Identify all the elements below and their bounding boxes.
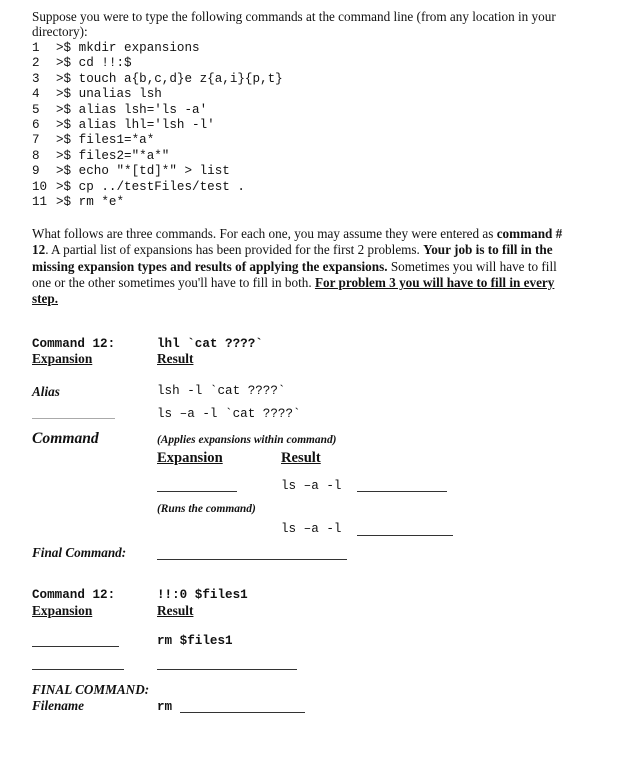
p2-command-text: !!:0 $files1: [157, 588, 248, 602]
p2-result-blank[interactable]: [157, 669, 297, 670]
command-line-text: >$ echo "*[td]*" > list: [56, 164, 230, 179]
p1-result-blank-2[interactable]: [357, 535, 453, 536]
p1-result-header: Result: [157, 351, 194, 366]
command-line: [32, 87, 283, 102]
command-line: [32, 56, 283, 71]
command-line: [32, 195, 283, 210]
command-line-text: >$ unalias lsh: [56, 87, 162, 102]
p1-runs-note: (Runs the command): [157, 503, 256, 515]
instructions-job: Your job is to fill in the missing expansion types and results of applying the expansions.: [32, 242, 553, 274]
p1-command-label: Command 12:: [32, 337, 116, 351]
p2-expansion-blank-2[interactable]: [32, 669, 124, 670]
p1-result-line-1: ls –a -l: [281, 479, 342, 493]
command-line-number: 4: [32, 87, 40, 102]
p1-inner-result-header: Result: [281, 450, 321, 466]
command-line: [32, 103, 283, 118]
p1-result-line-2: ls –a -l: [281, 522, 342, 536]
command-line-number: 2: [32, 56, 40, 71]
p1-applies-note: (Applies expansions within command): [157, 434, 337, 446]
command-line-number: 8: [32, 148, 40, 163]
command-line-number: 11: [32, 195, 48, 210]
p1-inner-expansion-blank[interactable]: [157, 491, 237, 492]
p2-filename-label: Filename: [32, 698, 85, 713]
command-line-number: 10: [32, 179, 48, 194]
p2-command-label: Command 12:: [32, 588, 116, 602]
command-line-text: >$ files2="*a*": [56, 148, 170, 163]
command-line: [32, 133, 283, 148]
intro-text: Suppose you were to type the following commands at the command line (from any location in your directory):: [32, 9, 556, 39]
command-line-text: >$ files1=*a*: [56, 133, 155, 148]
p2-expansion-blank-1[interactable]: [32, 646, 119, 647]
command-line: [32, 180, 283, 195]
p1-alias-label: Alias: [32, 384, 60, 399]
p1-expansion-blank-1[interactable]: [32, 418, 115, 419]
p1-alias-result-1: lsh -l `cat ????`: [157, 384, 286, 398]
instructions-part-1: What follows are three commands. For each one, you may assume they were entered as: [32, 226, 497, 241]
instructions-paragraph: [32, 226, 572, 307]
command-line-number: 9: [32, 164, 40, 179]
command-line-number: 5: [32, 102, 40, 117]
p1-final-command-blank[interactable]: [157, 559, 347, 560]
command-line: [32, 149, 283, 164]
command-line-text: >$ alias lsh='ls -a': [56, 102, 208, 117]
command-line-number: 1: [32, 41, 40, 55]
instructions-part-3: . A partial list of expansions has been provided for the first 2 problems.: [45, 242, 424, 258]
instructions-problem3: For problem 3 you will have to fill in every step.: [32, 274, 555, 307]
command-line: [32, 41, 283, 56]
p1-command-section-label: Command: [32, 430, 99, 447]
command-line-number: 3: [32, 71, 40, 86]
command-line-text: >$ rm *e*: [56, 195, 125, 210]
p2-result-header: Result: [157, 603, 194, 618]
command-line: [32, 72, 283, 87]
p2-expansion-header: Expansion: [32, 603, 93, 618]
instructions-command-number: command # 12: [32, 226, 563, 258]
command-line-text: >$ cd !!:$: [56, 56, 132, 71]
p1-inner-expansion-header: Expansion: [157, 450, 223, 466]
p1-final-command-label: Final Command:: [32, 545, 127, 560]
p1-alias-result-2: ls –a -l `cat ????`: [157, 407, 301, 421]
command-line-text: >$ mkdir expansions: [56, 41, 200, 55]
command-line-text: >$ touch a{b,c,d}e z{a,i}{p,t}: [56, 71, 283, 86]
command-line-text: >$ alias lhl='lsh -l': [56, 118, 215, 133]
command-line: [32, 118, 283, 133]
command-line-text: >$ cp ../testFiles/test .: [56, 179, 245, 194]
p2-final-command-label: FINAL COMMAND:: [32, 682, 150, 697]
p1-result-blank-1[interactable]: [357, 491, 447, 492]
p2-result-line: rm $files1: [157, 634, 233, 648]
command-line-number: 7: [32, 133, 40, 148]
p1-command-text: lhl `cat ????`: [157, 337, 263, 351]
command-list: [32, 41, 283, 210]
p2-final-command-blank[interactable]: [180, 712, 305, 713]
instructions-part-5: Sometimes you will have to fill one or the other sometimes you'll have to fill in both.: [32, 258, 557, 290]
command-line: [32, 164, 283, 179]
p2-final-command-prefix: rm: [157, 700, 173, 714]
command-line-number: 6: [32, 118, 40, 133]
p1-expansion-header: Expansion: [32, 351, 93, 366]
